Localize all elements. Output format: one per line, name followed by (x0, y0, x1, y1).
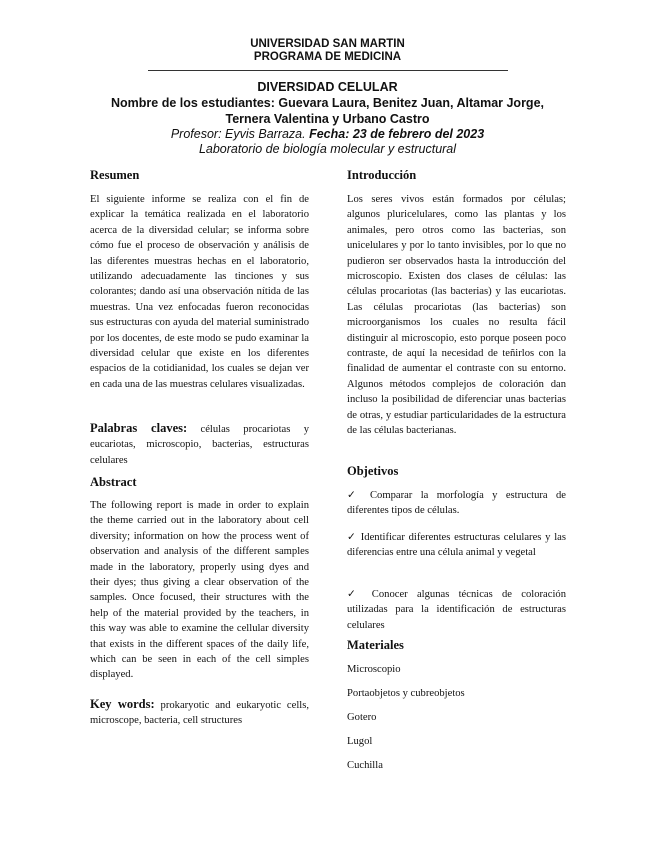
objetivo-item: ✓ Identificar diferentes estructuras celulares y las diferencias entre una célula animal y vegetal (347, 532, 566, 559)
palabras-claves-label: Palabras claves: (90, 421, 188, 435)
authors (0, 96, 655, 127)
abstract-text: The following report is made in order to explain the theme carried out in the laboratory about cell diversity; information on how the process went of observation and analysis of the different samples made in the laboratory, properly using dyes and their dyes; thus giving a clear observation of the samples. Once focused, their structures with the help of the material provided by the teachers, in this way was able to examine the cellular diversity that exists in the different spaces of the daily life, which can be seen in each of the cell simples displayed. (90, 500, 309, 681)
introduccion-heading: Introducción (347, 168, 417, 182)
material-item: Gotero (347, 712, 377, 723)
paper-title: DIVERSIDAD CELULAR (257, 80, 398, 94)
laboratory-name: Laboratorio de biología molecular y estructural (198, 142, 457, 156)
objetivo-item: ✓ Comparar la morfología y estructura de diferentes tipos de células. (347, 490, 566, 517)
material-item: Lugol (347, 736, 373, 747)
header-divider (148, 70, 508, 71)
objetivo-item: ✓ Conocer algunas técnicas de coloración utilizadas para la identificación de estructuras celulares (347, 589, 566, 631)
key-words-label: Key words: (90, 697, 155, 711)
introduccion-text: Los seres vivos están formados por células; algunos pluricelulares, como las plantas y los animales, pero otros como las bacterias, son unicelulares y por lo tanto invisibles, por lo que no pudieron ser observados hasta la introducción del microscopio. Existen dos clases de células: las células procariotas (las bacterias) y las eucariotas. Las células procariotas (las bacterias) son microorganismos los cuales no resulta fácil distinguir al microscopio, esto porque poseen poco contraste, de aquí la necesidad de teñirlos con la finalidad de aumentar el contraste con su entorno. Algunos métodos complejos de coloración dan incluso la posibilidad de diferenciar unas bacterias de otras, y estudiar particularidades de la estructura de las células bacterianas. (347, 194, 566, 437)
abstract-heading: Abstract (90, 475, 137, 489)
professor-name: Profesor: Eyvis Barraza. (170, 127, 306, 141)
authors-line-1: Nombre de los estudiantes: Guevara Laura, Benitez Juan, Altamar Jorge, (111, 96, 544, 110)
resumen-text: El siguiente informe se realiza con el fin de explicar la temática realizada en el laboratorio acerca de la diversidad celular; se informa sobre cómo fue el proceso de observación y análisis de las diferentes muestras hechas en el laboratorio, utilizando adecuadamente las tinciones y sus colorantes; dando así una observación nítida de las muestras. Una vez enfocadas fueron reconocidas sus estructuras con ayuda del material suministrado por los docentes, de este modo se pudo examinar la diversidad celular que existe en los diferentes espacios de la cotidianidad, los cuales se dejan ver en cada una de las muestras celulares visualizadas. (90, 194, 309, 390)
materiales-heading: Materiales (347, 638, 404, 652)
key-words (90, 697, 309, 729)
university-name: UNIVERSIDAD SAN MARTIN (250, 38, 405, 50)
palabras-claves-text: células procariotas y eucariotas, microscopio, bacterias, estructuras celulares (90, 424, 309, 466)
material-item: Cuchilla (347, 760, 383, 771)
material-item: Portaobjetos y cubreobjetos (347, 688, 465, 699)
objetivos-heading: Objetivos (347, 464, 399, 478)
authors-line-2: Ternera Valentina y Urbano Castro (225, 111, 430, 126)
report-date: Fecha: 23 de febrero del 2023 (309, 127, 485, 141)
key-words-text: prokaryotic and eukaryotic cells, microscope, bacteria, cell structures (90, 700, 309, 727)
resumen-heading: Resumen (90, 168, 140, 182)
material-item: Microscopio (347, 664, 401, 675)
palabras-claves (90, 421, 309, 468)
professor-line (0, 127, 655, 142)
program-name: PROGRAMA DE MEDICINA (253, 51, 402, 63)
